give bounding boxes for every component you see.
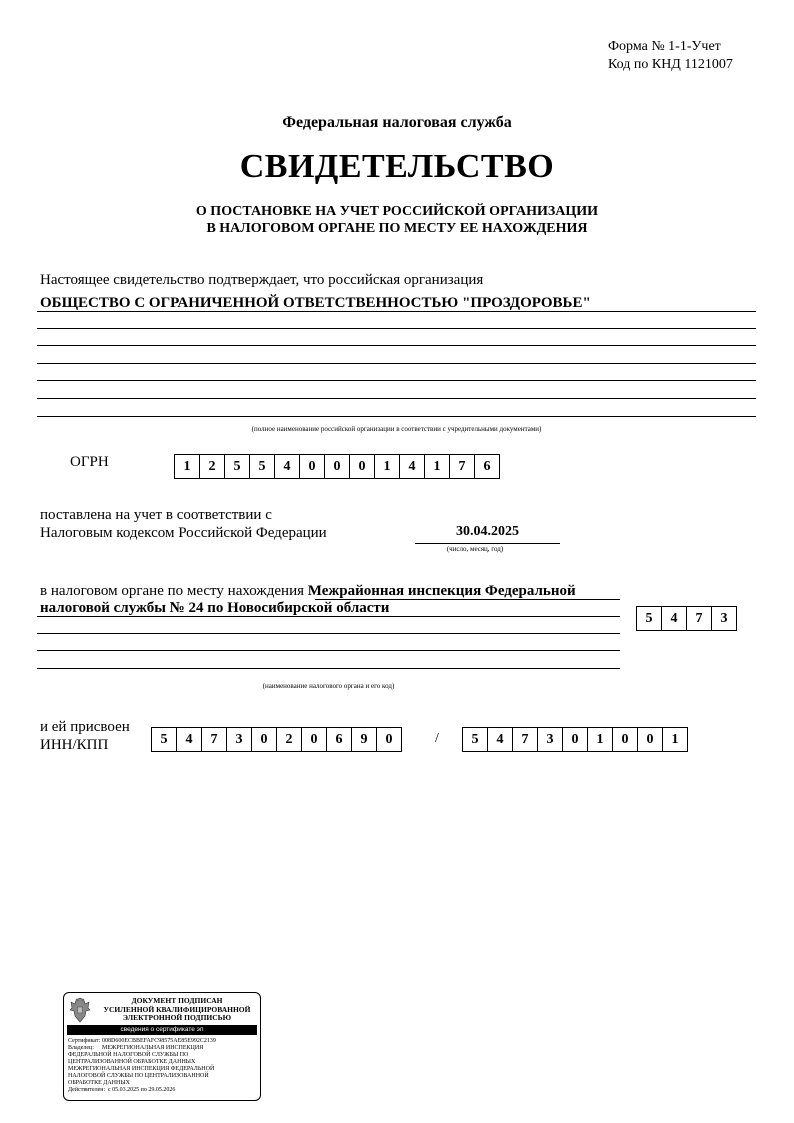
agency-name: Федеральная налоговая служба: [282, 114, 512, 131]
inn-cells: [151, 727, 402, 752]
document-title: СВИДЕТЕЛЬСТВО: [239, 148, 555, 185]
authority-code-digit: 7: [686, 606, 712, 631]
date-line: [415, 543, 560, 544]
inn-digit: 7: [201, 727, 227, 752]
date-caption: (число, месяц, год): [446, 545, 504, 553]
ogrn-label: ОГРН: [70, 454, 109, 470]
owner-value-line: МЕЖРЕГИОНАЛЬНАЯ ИНСПЕКЦИЯ ФЕДЕРАЛЬНОЙ: [68, 1066, 215, 1072]
subtitle-line-2: В НАЛОГОВОМ ОРГАНЕ ПО МЕСТУ ЕЕ НАХОЖДЕНИЯ: [206, 221, 588, 236]
kpp-digit: 0: [562, 727, 588, 752]
knd-code: Код по КНД 1121007: [608, 57, 733, 72]
stamp-title: [96, 997, 258, 1023]
authority-code-digit: 5: [636, 606, 662, 631]
authority-line: [37, 633, 620, 634]
org-line: [37, 380, 756, 381]
tax-authority-name-2: налоговой службы № 24 по Новосибирской области: [40, 600, 390, 616]
ogrn-digit: 0: [299, 454, 325, 479]
inn-digit: 0: [301, 727, 327, 752]
ogrn-cells: [174, 454, 500, 479]
stamp-details: [68, 1038, 258, 1094]
ogrn-digit: 0: [349, 454, 375, 479]
organization-caption: (полное наименование российской организации в соответствии с учредительными документами): [251, 425, 542, 433]
ogrn-digit: 5: [249, 454, 275, 479]
ogrn-digit: 6: [474, 454, 500, 479]
authority-line: [37, 650, 620, 651]
inn-kpp-label-1: и ей присвоен: [40, 719, 130, 735]
organization-name: ОБЩЕСТВО С ОГРАНИЧЕННОЙ ОТВЕТСТВЕННОСТЬЮ "ПРОЗДОРОВЬЕ": [40, 295, 591, 311]
valid-value: с 05.03.2025 по 29.05.2026: [108, 1087, 176, 1093]
inn-digit: 2: [276, 727, 302, 752]
kpp-digit: 3: [537, 727, 563, 752]
owner-label: Владелец:: [68, 1045, 94, 1051]
org-line: [37, 363, 756, 364]
registration-date: 30.04.2025: [456, 524, 519, 539]
certificate-label: Сертификат:: [68, 1038, 101, 1044]
org-line: [37, 398, 756, 399]
kpp-cells: [462, 727, 688, 752]
stamp-title-line: УСИЛЕННОЙ КВАЛИФИЦИРОВАННОЙ: [103, 1004, 251, 1014]
authority-line: [37, 668, 620, 669]
owner-value-line: МЕЖРЕГИОНАЛЬНАЯ ИНСПЕКЦИЯ: [102, 1045, 204, 1051]
ogrn-digit: 0: [324, 454, 350, 479]
owner-value-line: ЦЕНТРАЛИЗОВАННОЙ ОБРАБОТКЕ ДАННЫХ: [68, 1059, 196, 1065]
inn-digit: 0: [251, 727, 277, 752]
stamp-title-line: ЭЛЕКТРОННОЙ ПОДПИСЬЮ: [122, 1013, 232, 1022]
ogrn-digit: 5: [224, 454, 250, 479]
intro-text: Настоящее свидетельство подтверждает, что российская организация: [40, 272, 484, 288]
tax-authority-prefix: в налоговом органе по месту нахождения: [40, 583, 305, 599]
ogrn-digit: 4: [274, 454, 300, 479]
inn-kpp-separator: /: [435, 731, 439, 746]
kpp-digit: 0: [637, 727, 663, 752]
kpp-digit: 1: [587, 727, 613, 752]
inn-digit: 3: [226, 727, 252, 752]
registration-line-1: поставлена на учет в соответствии с: [40, 507, 272, 523]
ogrn-digit: 4: [399, 454, 425, 479]
ogrn-digit: 7: [449, 454, 475, 479]
ogrn-digit: 2: [199, 454, 225, 479]
registration-line-2: Налоговым кодексом Российской Федерации: [40, 525, 327, 541]
owner-value-line: ФЕДЕРАЛЬНОЙ НАЛОГОВОЙ СЛУЖБЫ ПО: [68, 1052, 189, 1058]
org-line: [37, 328, 756, 329]
inn-digit: 9: [351, 727, 377, 752]
authority-code-cells: [636, 606, 737, 631]
authority-line: [37, 616, 620, 617]
authority-code-digit: 3: [711, 606, 737, 631]
inn-digit: 4: [176, 727, 202, 752]
org-line: [37, 416, 756, 417]
authority-caption: (наименование налогового органа и его код): [262, 682, 395, 690]
subtitle-line-1: О ПОСТАНОВКЕ НА УЧЕТ РОССИЙСКОЙ ОРГАНИЗАЦИИ: [195, 204, 599, 219]
coat-of-arms-icon: [67, 996, 93, 1024]
certificate-value: 008D600ECBBEFAFC98575AE85E992C2139: [102, 1038, 216, 1044]
inn-digit: 0: [376, 727, 402, 752]
ogrn-digit: 1: [374, 454, 400, 479]
owner-value-line: НАЛОГОВОЙ СЛУЖБЫ ПО ЦЕНТРАЛИЗОВАННОЙ: [68, 1073, 209, 1079]
stamp-title-line: ДОКУМЕНТ ПОДПИСАН: [131, 996, 223, 1005]
tax-authority-line-1: [40, 583, 576, 600]
inn-kpp-label-2: ИНН/КПП: [40, 737, 109, 753]
owner-value-line: ОБРАБОТКЕ ДАННЫХ: [68, 1080, 130, 1086]
kpp-digit: 5: [462, 727, 488, 752]
org-line: [37, 311, 756, 312]
ogrn-digit: 1: [174, 454, 200, 479]
authority-code-digit: 4: [661, 606, 687, 631]
signature-stamp: [63, 992, 261, 1101]
kpp-digit: 1: [662, 727, 688, 752]
kpp-digit: 4: [487, 727, 513, 752]
stamp-certificate-bar: сведения о сертификате эп: [67, 1025, 257, 1035]
org-line: [37, 345, 756, 346]
ogrn-digit: 1: [424, 454, 450, 479]
valid-label: Действителен:: [68, 1087, 106, 1093]
tax-authority-name-1: Межрайонная инспекция Федеральной: [307, 583, 576, 599]
form-number: Форма № 1-1-Учет: [608, 39, 721, 54]
inn-digit: 5: [151, 727, 177, 752]
kpp-digit: 7: [512, 727, 538, 752]
inn-digit: 6: [326, 727, 352, 752]
kpp-digit: 0: [612, 727, 638, 752]
